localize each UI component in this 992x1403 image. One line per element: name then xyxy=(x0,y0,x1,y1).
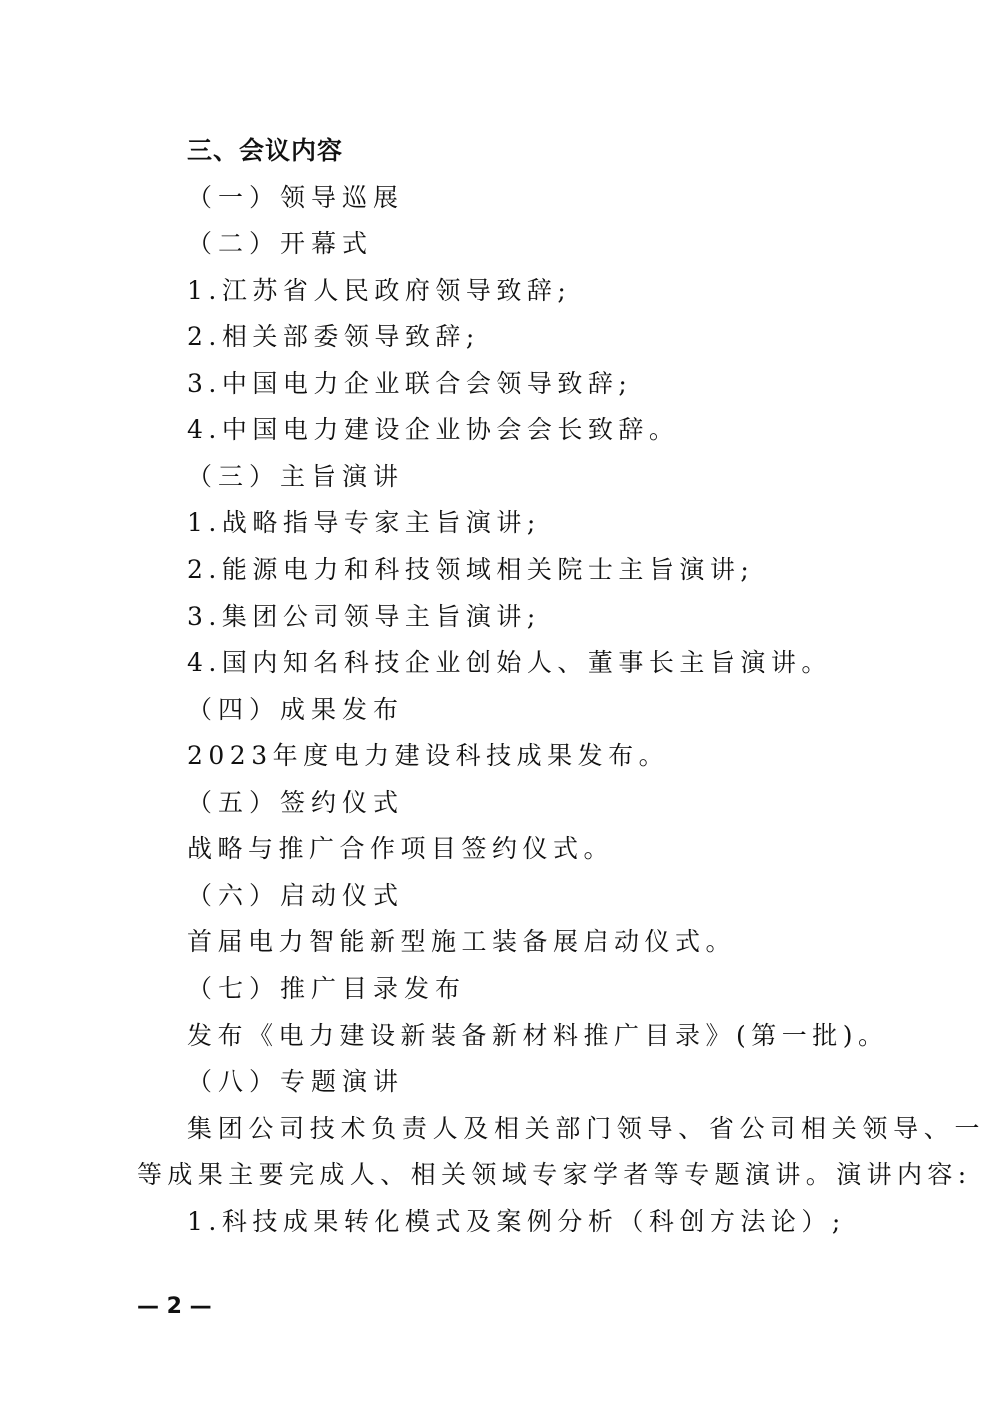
list-item: 1.江苏省人民政府领导致辞; xyxy=(187,276,572,305)
list-item: 4.中国电力建设企业协会会长致辞。 xyxy=(187,415,680,444)
paragraph-continuation: 等成果主要完成人、相关领域专家学者等专题演讲。演讲内容: xyxy=(137,1160,972,1189)
page-number: — 2 — xyxy=(137,1294,212,1319)
subsection-results-release: （四）成果发布 xyxy=(187,695,405,724)
list-item: 1.战略指导专家主旨演讲; xyxy=(187,508,541,537)
subsection-leader-tour: （一）领导巡展 xyxy=(187,183,405,212)
paragraph: 2023年度电力建设科技成果发布。 xyxy=(187,741,670,770)
section-heading: 三、会议内容 xyxy=(187,136,344,165)
list-item: 3.集团公司领导主旨演讲; xyxy=(187,602,541,631)
paragraph: 首届电力智能新型施工装备展启动仪式。 xyxy=(187,927,737,956)
subsection-signing: （五）签约仪式 xyxy=(187,788,405,817)
list-item: 1.科技成果转化模式及案例分析（科创方法论）; xyxy=(187,1207,846,1236)
subsection-opening: （二）开幕式 xyxy=(187,229,374,258)
paragraph: 集团公司技术负责人及相关部门领导、省公司相关领导、一 xyxy=(187,1114,986,1143)
list-item: 2.能源电力和科技领域相关院士主旨演讲; xyxy=(187,555,755,584)
paragraph: 战略与推广合作项目签约仪式。 xyxy=(187,834,615,863)
list-item: 4.国内知名科技企业创始人、董事长主旨演讲。 xyxy=(187,648,832,677)
list-item: 3.中国电力企业联合会领导致辞; xyxy=(187,369,633,398)
subsection-topic-speech: （八）专题演讲 xyxy=(187,1067,405,1096)
subsection-launch: （六）启动仪式 xyxy=(187,881,405,910)
subsection-keynote: （三）主旨演讲 xyxy=(187,462,405,491)
list-item: 2.相关部委领导致辞; xyxy=(187,322,480,351)
paragraph: 发布《电力建设新装备新材料推广目录》(第一批)。 xyxy=(187,1021,889,1050)
subsection-catalog-release: （七）推广目录发布 xyxy=(187,974,467,1003)
